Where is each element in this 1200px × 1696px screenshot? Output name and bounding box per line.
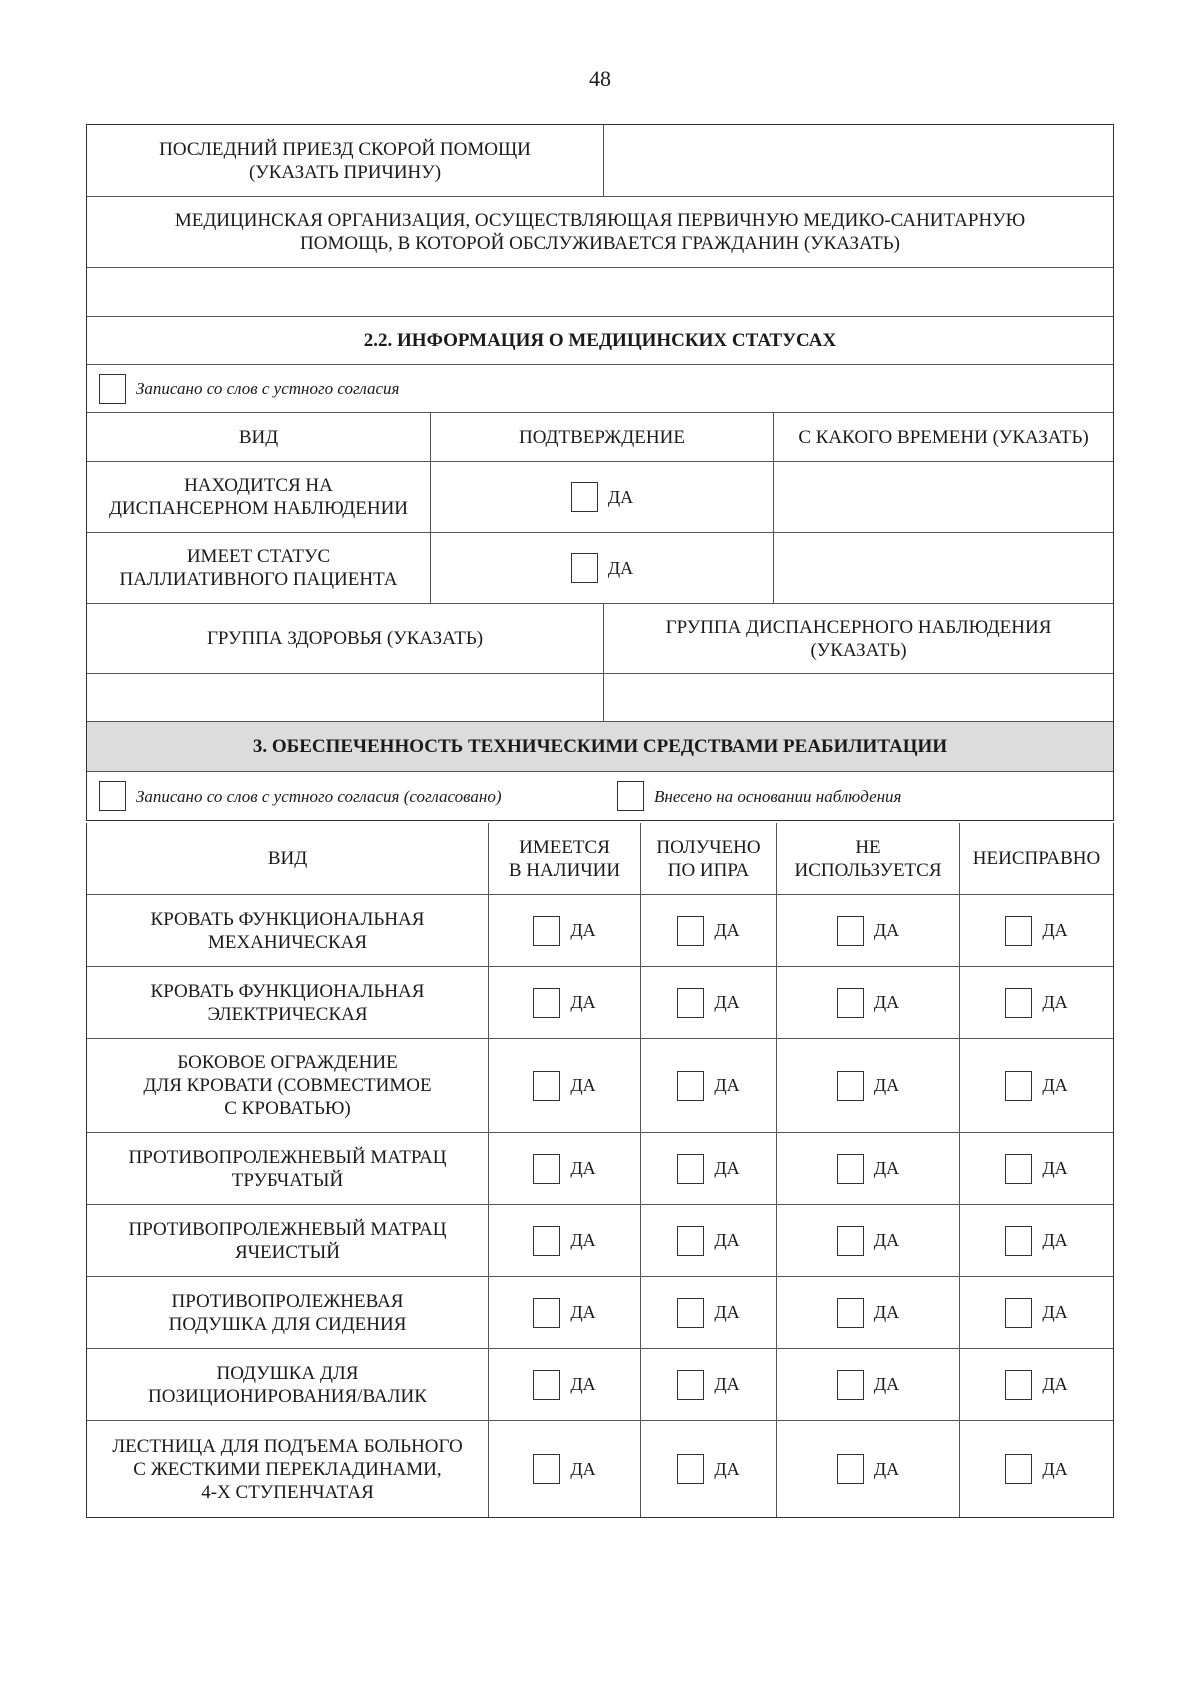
yes-label: ДА [1042,1374,1068,1394]
section-22-header-row [87,413,1113,462]
received-yes-checkbox[interactable] [677,1226,704,1256]
observation-checkbox[interactable] [617,781,644,811]
section-3-title: 3. ОБЕСПЕЧЕННОСТЬ ТЕХНИЧЕСКИМИ СРЕДСТВАМИ РЕАБИЛИТАЦИИ [252,736,948,757]
rehab-row [87,967,1113,1039]
rehab-item-label: ПРОТИВОПРОЛЕЖНЕВЫЙ МАТРАЦ ТРУБЧАТЫЙ [128,1146,447,1191]
last-ambulance-label: ПОСЛЕДНИЙ ПРИЕЗД СКОРОЙ ПОМОЩИ (УКАЗАТЬ ПРИЧИНУ) [159,138,531,183]
broken-yes-checkbox[interactable] [1005,1454,1032,1484]
status-row [87,533,1113,604]
not-used-yes-checkbox[interactable] [837,1071,864,1101]
page-number: 48 [589,66,611,91]
dispensary-since-field[interactable] [773,462,1113,532]
yes-label: ДА [714,1230,740,1250]
rehab-item-label: ПРОТИВОПРОЛЕЖНЕВЫЙ МАТРАЦ ЯЧЕИСТЫЙ [128,1218,447,1263]
section-3-consent-row [87,772,1113,820]
yes-label: ДА [1042,1302,1068,1322]
rehab-row [87,1039,1113,1133]
rehab-row [87,1133,1113,1205]
received-yes-checkbox[interactable] [677,1071,704,1101]
rehab-header-available: ИМЕЕТСЯ В НАЛИЧИИ [488,823,640,894]
med-org-field[interactable] [87,268,1113,316]
yes-label: ДА [570,920,596,940]
broken-yes-checkbox[interactable] [1005,1154,1032,1184]
yes-label: ДА [1042,1158,1068,1178]
rehab-header-row [87,823,1113,895]
rehab-item-label: ПОДУШКА ДЛЯ ПОЗИЦИОНИРОВАНИЯ/ВАЛИК [148,1362,427,1407]
palliative-yes-checkbox[interactable] [571,553,598,583]
rehab-row [87,1349,1113,1421]
section-22-title: 2.2. ИНФОРМАЦИЯ О МЕДИЦИНСКИХ СТАТУСАХ [363,330,837,351]
yes-label: ДА [570,1158,596,1178]
yes-label: ДА [1042,992,1068,1012]
header-confirmation: ПОДТВЕРЖДЕНИЕ [430,413,773,461]
yes-label: ДА [873,1302,900,1322]
available-yes-checkbox[interactable] [533,916,560,946]
yes-label: ДА [607,557,634,578]
yes-label: ДА [570,1458,596,1479]
disp-group-label: ГРУППА ДИСПАНСЕРНОГО НАБЛЮДЕНИЯ (УКАЗАТЬ) [603,604,1113,673]
yes-label: ДА [570,1075,596,1095]
yes-label: ДА [714,1075,740,1095]
rehab-item-label: БОКОВОЕ ОГРАЖДЕНИЕ ДЛЯ КРОВАТИ (СОВМЕСТИМОЕ С КРОВАТЬЮ) [143,1052,432,1119]
header-since: С КАКОГО ВРЕМЕНИ (УКАЗАТЬ) [773,413,1113,461]
yes-label: ДА [714,992,740,1012]
available-yes-checkbox[interactable] [533,1298,560,1328]
dispensary-yes-checkbox[interactable] [571,482,598,512]
yes-label: ДА [714,1458,740,1479]
section-3-title-row [87,722,1113,772]
consent-label: Записано со слов с устного согласия [136,379,400,398]
received-yes-checkbox[interactable] [677,916,704,946]
yes-label: ДА [1042,1230,1068,1250]
disp-group-field[interactable] [603,674,1113,721]
form-upper [86,124,1114,821]
broken-yes-checkbox[interactable] [1005,916,1032,946]
available-yes-checkbox[interactable] [533,1154,560,1184]
yes-label: ДА [873,1158,900,1178]
rehab-row [87,1421,1113,1517]
status-row [87,462,1113,533]
rehab-item-label: КРОВАТЬ ФУНКЦИОНАЛЬНАЯ ЭЛЕКТРИЧЕСКАЯ [150,980,425,1025]
yes-label: ДА [873,920,900,940]
yes-label: ДА [714,1374,740,1394]
available-yes-checkbox[interactable] [533,1454,560,1484]
rehab-item-label: ЛЕСТНИЦА ДЛЯ ПОДЪЕМА БОЛЬНОГО С ЖЕСТКИМИ ПЕРЕКЛАДИНАМИ, 4-Х СТУПЕНЧАТАЯ [112,1435,463,1503]
received-yes-checkbox[interactable] [677,1454,704,1484]
not-used-yes-checkbox[interactable] [837,1226,864,1256]
last-ambulance-row [87,125,1113,197]
observation-label: Внесено на основании наблюдения [654,786,902,806]
groups-value-row [87,674,1113,722]
health-group-field[interactable] [87,674,603,721]
yes-label: ДА [714,920,740,940]
received-yes-checkbox[interactable] [677,1370,704,1400]
last-ambulance-field[interactable] [603,125,1113,196]
available-yes-checkbox[interactable] [533,988,560,1018]
not-used-yes-checkbox[interactable] [837,988,864,1018]
broken-yes-checkbox[interactable] [1005,1071,1032,1101]
status-label: НАХОДИТСЯ НА ДИСПАНСЕРНОМ НАБЛЮДЕНИИ [108,475,409,519]
yes-label: ДА [714,1302,740,1322]
consent-checkbox[interactable] [99,374,126,404]
header-vid: ВИД [238,426,279,448]
available-yes-checkbox[interactable] [533,1071,560,1101]
health-group-label: ГРУППА ЗДОРОВЬЯ (УКАЗАТЬ) [206,628,484,649]
rehab-item-label: ПРОТИВОПРОЛЕЖНЕВАЯ ПОДУШКА ДЛЯ СИДЕНИЯ [168,1290,407,1335]
yes-label: ДА [714,1158,740,1178]
yes-label: ДА [873,992,900,1012]
yes-label: ДА [873,1374,900,1394]
yes-label: ДА [570,1302,596,1322]
received-yes-checkbox[interactable] [677,1298,704,1328]
broken-yes-checkbox[interactable] [1005,1370,1032,1400]
yes-label: ДА [570,1230,596,1250]
palliative-since-field[interactable] [773,533,1113,603]
broken-yes-checkbox[interactable] [1005,1226,1032,1256]
yes-label: ДА [873,1075,900,1095]
not-used-yes-checkbox[interactable] [837,1154,864,1184]
rehab-item-label: КРОВАТЬ ФУНКЦИОНАЛЬНАЯ МЕХАНИЧЕСКАЯ [150,908,425,953]
rehab-row [87,895,1113,967]
rehab-row [87,1205,1113,1277]
consent-agreed-checkbox[interactable] [99,781,126,811]
received-yes-checkbox[interactable] [677,988,704,1018]
section-22-title-row [87,317,1113,365]
broken-yes-checkbox[interactable] [1005,988,1032,1018]
rehab-header-vid: ВИД [267,848,308,869]
not-used-yes-checkbox[interactable] [837,916,864,946]
rehab-header-not-used: НЕ ИСПОЛЬЗУЕТСЯ [776,823,959,894]
yes-label: ДА [873,1458,900,1479]
yes-label: ДА [607,486,634,507]
yes-label: ДА [1042,1458,1068,1479]
available-yes-checkbox[interactable] [533,1370,560,1400]
rehab-header-broken: НЕИСПРАВНО [959,823,1113,894]
med-org-label-row [87,197,1113,268]
med-org-label: МЕДИЦИНСКАЯ ОРГАНИЗАЦИЯ, ОСУЩЕСТВЛЯЮЩАЯ ПЕРВИЧНУЮ МЕДИКО-САНИТАРНУЮ ПОМОЩЬ, В КОТОРОЙ ОБСЛУЖИВАЕТСЯ ГРАЖДАНИН (УКАЗАТЬ) [174,210,1026,254]
yes-label: ДА [1042,1075,1068,1095]
yes-label: ДА [1042,920,1068,940]
consent-agreed-label: Записано со слов с устного согласия (согласовано) [136,786,502,806]
status-label: ИМЕЕТ СТАТУС ПАЛЛИАТИВНОГО ПАЦИЕНТА [119,546,398,590]
available-yes-checkbox[interactable] [533,1226,560,1256]
med-org-value-row [87,268,1113,317]
broken-yes-checkbox[interactable] [1005,1298,1032,1328]
groups-label-row [87,604,1113,674]
not-used-yes-checkbox[interactable] [837,1298,864,1328]
yes-label: ДА [570,992,596,1012]
section-22-consent-row [87,365,1113,413]
not-used-yes-checkbox[interactable] [837,1370,864,1400]
rehab-row [87,1277,1113,1349]
rehab-header-received: ПОЛУЧЕНО ПО ИПРА [640,823,776,894]
not-used-yes-checkbox[interactable] [837,1454,864,1484]
yes-label: ДА [873,1230,900,1250]
received-yes-checkbox[interactable] [677,1154,704,1184]
yes-label: ДА [570,1374,596,1394]
rehab-table [86,823,1114,1518]
